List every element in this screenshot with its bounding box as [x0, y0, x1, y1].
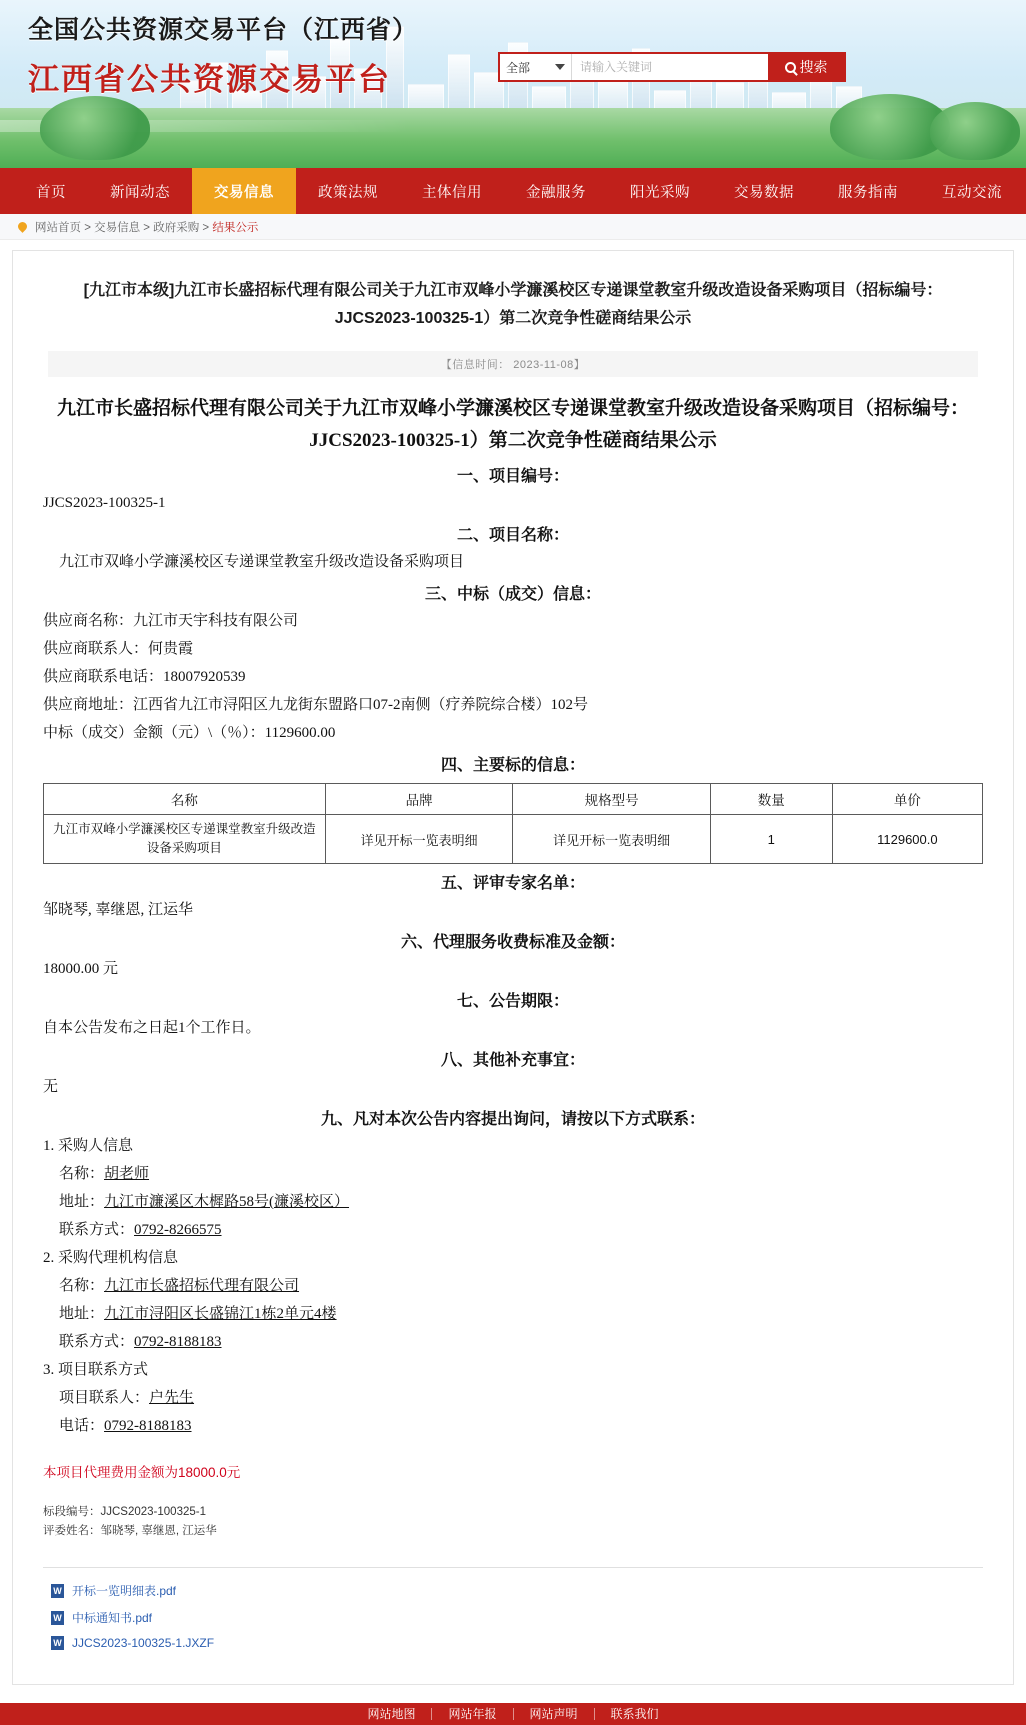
breadcrumb-current: 结果公示 — [212, 221, 259, 234]
nav-item-interaction[interactable]: 互动交流 — [942, 184, 1002, 201]
cell-price: 1129600.0 — [832, 815, 982, 864]
contact-value: 九江市长盛招标代理有限公司 — [104, 1278, 300, 1294]
section-1-value: JJCS2023-100325-1 — [43, 495, 166, 511]
contact-label: 地址： — [59, 1306, 105, 1322]
section-5-title: 五、评审专家名单： — [440, 875, 585, 892]
search-button[interactable] — [768, 54, 844, 80]
col-header-qty: 数量 — [710, 784, 832, 815]
contact-value: 0792-8188183 — [134, 1334, 222, 1350]
word-file-icon: W — [51, 1584, 64, 1598]
contact-group-3-title: 3. 项目联系方式 — [43, 1362, 149, 1378]
footer-link-contact[interactable]: 联系我们 — [610, 1707, 659, 1721]
search-button-label: 搜索 — [799, 59, 828, 75]
attachment-link[interactable]: 开标一览明细表.pdf — [72, 1584, 177, 1598]
site-footer — [0, 1703, 1026, 1725]
attachment-item[interactable] — [51, 1636, 983, 1650]
document-meta — [43, 1503, 983, 1541]
announcement-card — [12, 250, 1014, 1685]
document-heading: 九江市长盛招标代理有限公司关于九江市双峰小学濂溪校区专递课堂教室升级改造设备采购项目（招标编号：JJCS2023-100325-1）第二次竞争性磋商结果公示 — [56, 398, 969, 451]
contact-value: 九江市濂溪区木樨路58号(濂溪校区） — [104, 1194, 350, 1210]
cell-name: 九江市双峰小学濂溪校区专递课堂教室升级改造设备采购项目 — [44, 815, 326, 864]
cell-brand: 详见开标一览表明细 — [325, 815, 513, 864]
nav-item-home[interactable]: 首页 — [36, 184, 66, 201]
nav-item-trade-data[interactable]: 交易数据 — [734, 184, 794, 201]
nav-item-service-guide[interactable]: 服务指南 — [838, 184, 898, 201]
word-file-icon: W — [51, 1611, 64, 1625]
contact-label: 联系方式： — [59, 1334, 135, 1350]
table-header-row — [44, 784, 983, 815]
section-7-title: 七、公告期限： — [456, 993, 569, 1010]
contact-line — [43, 1329, 983, 1355]
section-6-title: 六、代理服务收费标准及金额： — [400, 934, 625, 951]
breadcrumb-separator: > — [199, 221, 213, 234]
search-category-value: 全部 — [506, 60, 531, 75]
contact-line — [43, 1189, 983, 1215]
contact-label: 地址： — [59, 1194, 105, 1210]
banner-tree — [930, 102, 1020, 160]
search-category-select[interactable] — [500, 54, 572, 80]
nav-item-credit[interactable]: 主体信用 — [422, 184, 482, 201]
contact-label: 名称： — [59, 1278, 105, 1294]
contact-group-1-title: 1. 采购人信息 — [43, 1138, 134, 1154]
contact-value: 户先生 — [149, 1390, 195, 1406]
section-5-value: 邹晓琴, 辜继恩, 江运华 — [43, 902, 194, 918]
contact-label: 名称： — [59, 1166, 105, 1182]
breadcrumb-separator: > — [81, 221, 95, 234]
breadcrumb-item-gov-procurement[interactable]: 政府采购 — [153, 221, 200, 234]
footer-link-sitemap[interactable]: 网站地图 — [351, 1708, 432, 1720]
contact-value: 胡老师 — [104, 1166, 150, 1182]
meta-section-number: 标段编号：JJCS2023-100325-1 — [43, 1506, 206, 1518]
breadcrumb — [35, 219, 258, 235]
search-icon — [785, 62, 796, 73]
search-box[interactable] — [498, 52, 846, 82]
contact-line — [43, 1217, 983, 1243]
site-title-provincial: 江西省公共资源交易平台 — [28, 62, 391, 97]
site-title-block — [28, 10, 418, 99]
agency-fee-note: 本项目代理费用金额为18000.0元 — [43, 1465, 241, 1480]
banner-tree — [40, 96, 150, 160]
col-header-name: 名称 — [44, 784, 326, 815]
contact-value: 九江市浔阳区长盛锦江1栋2单元4楼 — [104, 1306, 337, 1322]
section-1-title: 一、项目编号： — [456, 468, 569, 485]
attachment-link[interactable]: JJCS2023-100325-1.JXZF — [72, 1636, 215, 1650]
section-6-value: 18000.00 元 — [43, 961, 119, 977]
nav-item-policy[interactable]: 政策法规 — [318, 184, 378, 201]
breadcrumb-item-home[interactable]: 网站首页 — [35, 221, 81, 234]
supplier-phone: 供应商联系电话：18007920539 — [43, 669, 246, 685]
footer-link-annual-report[interactable]: 网站年报 — [432, 1708, 513, 1720]
nav-item-sunshine-procurement[interactable]: 阳光采购 — [630, 184, 690, 201]
award-amount: 中标（成交）金额（元）\（％）：1129600.00 — [43, 725, 336, 741]
supplier-name: 供应商名称：九江市天宇科技有限公司 — [43, 613, 299, 629]
contact-label: 电话： — [59, 1418, 105, 1434]
site-banner — [0, 0, 1026, 168]
page-title: [九江市本级]九江市长盛招标代理有限公司关于九江市双峰小学濂溪校区专递课堂教室升级改造设备采购项目（招标编号：JJCS2023-100325-1）第二次竞争性磋商结果公示 — [83, 282, 943, 327]
info-time-bar: 【信息时间： 2023-11-08】 — [48, 351, 978, 377]
goods-table — [43, 783, 983, 864]
announcement-body — [43, 393, 983, 1650]
section-3-title: 三、中标（成交）信息： — [424, 586, 601, 603]
attachment-item[interactable] — [51, 1609, 983, 1626]
section-8-value: 无 — [43, 1079, 59, 1095]
contact-line — [43, 1273, 983, 1299]
attachment-link[interactable]: 中标通知书.pdf — [72, 1611, 153, 1625]
footer-link-statement[interactable]: 网站声明 — [514, 1708, 595, 1720]
site-title-national: 全国公共资源交易平台（江西省） — [28, 16, 419, 44]
cell-qty: 1 — [710, 815, 832, 864]
nav-item-news[interactable]: 新闻动态 — [110, 184, 170, 201]
attachments-divider — [43, 1567, 983, 1568]
section-2-value: 九江市双峰小学濂溪校区专递课堂教室升级改造设备采购项目 — [59, 554, 465, 570]
col-header-spec: 规格型号 — [513, 784, 710, 815]
section-9-title: 九、凡对本次公告内容提出询问，请按以下方式联系： — [320, 1111, 705, 1128]
cell-spec: 详见开标一览表明细 — [513, 815, 710, 864]
breadcrumb-item-trade-info[interactable]: 交易信息 — [94, 221, 141, 234]
contact-line — [43, 1301, 983, 1327]
search-input[interactable] — [572, 54, 768, 80]
section-4-title: 四、主要标的信息： — [440, 757, 585, 774]
contact-value: 0792-8188183 — [104, 1418, 192, 1434]
section-8-title: 八、其他补充事宜： — [440, 1052, 585, 1069]
attachment-item[interactable] — [51, 1582, 983, 1599]
contact-line — [43, 1161, 983, 1187]
nav-item-trade-info[interactable]: 交易信息 — [192, 168, 296, 214]
supplier-contact: 供应商联系人：何贵霞 — [43, 641, 194, 657]
breadcrumb-separator: > — [140, 221, 154, 234]
col-header-brand: 品牌 — [325, 784, 513, 815]
chevron-down-icon — [555, 64, 565, 70]
table-row — [44, 815, 983, 864]
supplier-address: 供应商地址：江西省九江市浔阳区九龙街东盟路口07-2南侧（疗养院综合楼）102号 — [43, 697, 588, 713]
breadcrumb-bar — [0, 214, 1026, 240]
section-2-title: 二、项目名称： — [456, 527, 569, 544]
contact-line — [43, 1385, 983, 1411]
meta-reviewers: 评委姓名：邹晓琴, 辜继恩, 江运华 — [43, 1525, 217, 1537]
location-pin-icon — [16, 220, 29, 233]
contact-group-2-title: 2. 采购代理机构信息 — [43, 1250, 179, 1266]
contact-line — [43, 1413, 983, 1439]
section-7-value: 自本公告发布之日起1个工作日。 — [43, 1020, 261, 1036]
contact-label: 项目联系人： — [59, 1390, 150, 1406]
col-header-price: 单价 — [832, 784, 982, 815]
word-file-icon: W — [51, 1636, 64, 1650]
main-nav — [0, 168, 1026, 214]
contact-value: 0792-8266575 — [134, 1222, 222, 1238]
contact-label: 联系方式： — [59, 1222, 135, 1238]
nav-item-finance[interactable]: 金融服务 — [526, 184, 586, 201]
